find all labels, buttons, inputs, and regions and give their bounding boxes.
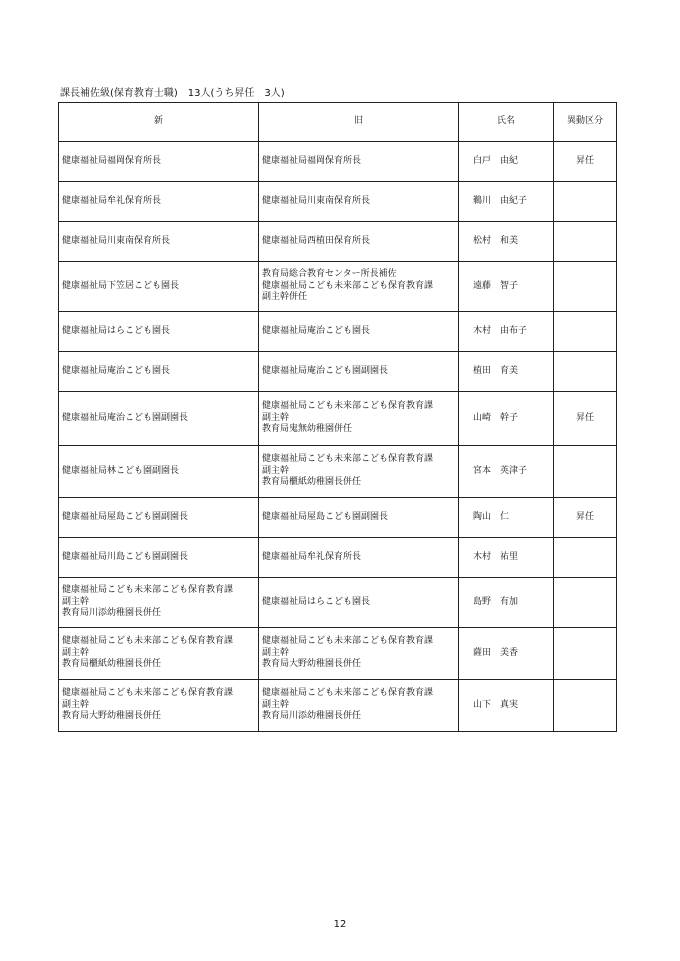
cell-old-position-line: 健康福祉局こども未来部こども保育教育課: [262, 636, 434, 647]
cell-change-type: [554, 578, 617, 628]
table-row: [59, 578, 617, 628]
cell-person-name: 遠藤 智子: [459, 262, 554, 312]
cell-old-position-line: 教育局鬼無幼稚園併任: [262, 424, 353, 435]
table-row: [59, 262, 617, 312]
table-row: [59, 182, 617, 222]
cell-new-position-line: 教育局櫃紙幼稚園長併任: [62, 659, 162, 670]
cell-person-name: 山崎 幹子: [459, 392, 554, 446]
personnel-table: [58, 102, 617, 732]
cell-person-name: 宮本 英津子: [459, 446, 554, 498]
cell-old-position: [259, 222, 459, 262]
cell-old-position-line: 健康福祉局庵治こども園副園長: [262, 365, 389, 376]
cell-new-position: [59, 680, 259, 732]
cell-old-position-line: 健康福祉局こども未来部こども保育教育課: [262, 454, 434, 465]
cell-person-name: 白戸 由紀: [459, 142, 554, 182]
cell-old-position: [259, 628, 459, 680]
cell-new-position-line: 健康福祉局屋島こども園副園長: [62, 511, 189, 522]
table-body: [59, 142, 617, 732]
cell-old-position-line: 副主幹: [262, 699, 290, 710]
cell-old-position-line: 教育局川添幼稚園長併任: [262, 711, 362, 722]
cell-old-position: [259, 578, 459, 628]
cell-new-position-line: 健康福祉局福岡保育所長: [62, 155, 162, 166]
cell-new-position: [59, 392, 259, 446]
cell-change-type: [554, 446, 617, 498]
cell-old-position: [259, 538, 459, 578]
cell-old-position: [259, 352, 459, 392]
table-row: [59, 352, 617, 392]
cell-person-name: 松村 和美: [459, 222, 554, 262]
cell-old-position-line: 健康福祉局はらこども園長: [262, 596, 371, 607]
cell-new-position-line: 教育局大野幼稚園長併任: [62, 711, 162, 722]
table-row: [59, 392, 617, 446]
cell-person-name: 薩田 美香: [459, 628, 554, 680]
cell-change-type: [554, 538, 617, 578]
cell-old-position: [259, 312, 459, 352]
cell-old-position-line: 健康福祉局屋島こども園副園長: [262, 511, 389, 522]
table-row: [59, 312, 617, 352]
cell-new-position-line: 健康福祉局川島こども園副園長: [62, 551, 189, 562]
cell-new-position-line: 副主幹: [62, 699, 90, 710]
cell-new-position-line: 健康福祉局林こども園副園長: [62, 465, 180, 476]
table-row: [59, 538, 617, 578]
cell-old-position-line: 副主幹併任: [262, 292, 308, 303]
cell-old-position: [259, 262, 459, 312]
table-row: [59, 142, 617, 182]
cell-person-name: 山下 真実: [459, 680, 554, 732]
cell-old-position-line: 健康福祉局川東南保育所長: [262, 195, 371, 206]
cell-change-type: [554, 262, 617, 312]
header-name: 氏名: [459, 103, 554, 142]
cell-new-position: [59, 352, 259, 392]
cell-new-position-line: 健康福祉局庵治こども園副園長: [62, 412, 189, 423]
cell-new-position: [59, 142, 259, 182]
cell-change-type: [554, 312, 617, 352]
cell-person-name: 鵜川 由紀子: [459, 182, 554, 222]
header-old: 旧: [259, 103, 459, 142]
cell-person-name: 陶山 仁: [459, 498, 554, 538]
cell-new-position-line: 教育局川添幼稚園長併任: [62, 608, 162, 619]
table-caption: 課長補佐級(保育教育士職) 13人(うち昇任 3人): [60, 88, 285, 99]
cell-person-name: 島野 有加: [459, 578, 554, 628]
cell-old-position-line: 副主幹: [262, 647, 290, 658]
cell-old-position-line: 健康福祉局こども未来部こども保育教育課: [262, 401, 434, 412]
cell-new-position: [59, 182, 259, 222]
cell-old-position-line: 健康福祉局こども未来部こども保育教育課: [262, 280, 434, 291]
cell-new-position: [59, 498, 259, 538]
cell-old-position-line: 副主幹: [262, 412, 290, 423]
header-change: 異動区分: [554, 103, 617, 142]
cell-new-position: [59, 222, 259, 262]
cell-old-position-line: 教育局大野幼稚園長併任: [262, 659, 362, 670]
cell-new-position-line: 副主幹: [62, 596, 90, 607]
cell-old-position: [259, 498, 459, 538]
cell-new-position: [59, 628, 259, 680]
cell-new-position-line: 健康福祉局庵治こども園長: [62, 365, 171, 376]
cell-old-position-line: 健康福祉局こども未来部こども保育教育課: [262, 688, 434, 699]
cell-old-position-line: 健康福祉局福岡保育所長: [262, 155, 362, 166]
cell-new-position-line: 健康福祉局こども未来部こども保育教育課: [62, 636, 234, 647]
cell-old-position-line: 健康福祉局西植田保育所長: [262, 235, 371, 246]
table-row: [59, 680, 617, 732]
cell-change-type: 昇任: [554, 142, 617, 182]
cell-new-position-line: 健康福祉局川東南保育所長: [62, 235, 171, 246]
cell-new-position-line: 副主幹: [62, 647, 90, 658]
cell-person-name: 木村 由布子: [459, 312, 554, 352]
cell-old-position: [259, 142, 459, 182]
cell-new-position-line: 健康福祉局はらこども園長: [62, 325, 171, 336]
cell-old-position-line: 副主幹: [262, 465, 290, 476]
cell-change-type: [554, 628, 617, 680]
cell-change-type: [554, 680, 617, 732]
cell-new-position-line: 健康福祉局こども未来部こども保育教育課: [62, 585, 234, 596]
cell-new-position-line: 健康福祉局牟礼保育所長: [62, 195, 162, 206]
cell-old-position-line: 健康福祉局牟礼保育所長: [262, 551, 362, 562]
cell-new-position: [59, 578, 259, 628]
cell-new-position: [59, 538, 259, 578]
cell-old-position: [259, 446, 459, 498]
cell-new-position-line: 健康福祉局下笠居こども園長: [62, 280, 180, 291]
table-row: [59, 628, 617, 680]
cell-old-position: [259, 182, 459, 222]
cell-new-position: [59, 312, 259, 352]
table-header-row: [59, 103, 617, 142]
table-row: [59, 446, 617, 498]
cell-person-name: 植田 育美: [459, 352, 554, 392]
cell-person-name: 木村 祐里: [459, 538, 554, 578]
cell-old-position-line: 健康福祉局庵治こども園長: [262, 325, 371, 336]
cell-new-position-line: 健康福祉局こども未来部こども保育教育課: [62, 688, 234, 699]
cell-old-position-line: 教育局櫃紙幼稚園長併任: [262, 477, 362, 488]
cell-old-position: [259, 680, 459, 732]
cell-old-position: [259, 392, 459, 446]
cell-change-type: [554, 352, 617, 392]
table-row: [59, 498, 617, 538]
cell-new-position: [59, 262, 259, 312]
cell-new-position: [59, 446, 259, 498]
cell-change-type: [554, 182, 617, 222]
cell-change-type: 昇任: [554, 498, 617, 538]
page-number: 12: [333, 919, 347, 930]
table-row: [59, 222, 617, 262]
header-new: 新: [59, 103, 259, 142]
cell-change-type: 昇任: [554, 392, 617, 446]
cell-old-position-line: 教育局総合教育センター所長補佐: [262, 269, 397, 280]
cell-change-type: [554, 222, 617, 262]
